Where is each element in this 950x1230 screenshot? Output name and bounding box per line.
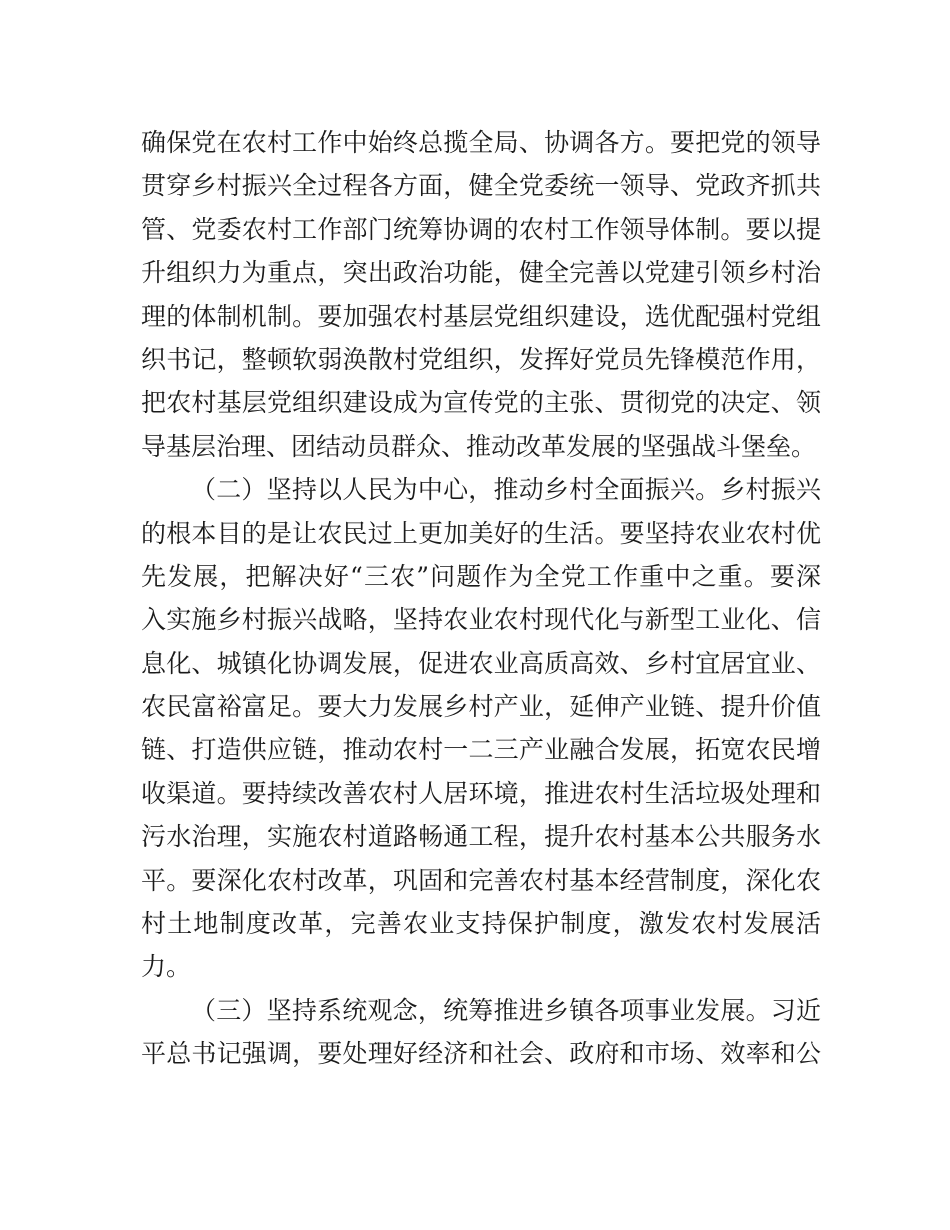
text-line: 管、党委农村工作部门统筹协调的农村工作领导体制。要以提	[141, 214, 821, 244]
text-line: 织书记，整顿软弱涣散村党组织，发挥好党员先锋模范作用，	[141, 344, 821, 374]
text-line: 入实施乡村振兴战略，坚持农业农村现代化与新型工业化、信	[141, 605, 821, 635]
text-line: 力。	[141, 952, 192, 982]
text-line: 链、打造供应链，推动农村一二三产业融合发展，拓宽农民增	[141, 735, 821, 765]
text-line: 理的体制机制。要加强农村基层党组织建设，选优配强村党组	[141, 301, 821, 331]
paragraph-party-leadership	[141, 121, 821, 468]
text-line: 息化、城镇化协调发展，促进农业高质高效、乡村宜居宜业、	[141, 648, 821, 678]
text-line: 平总书记强调，要处理好经济和社会、政府和市场、效率和公	[141, 1039, 821, 1069]
text-line: 贯穿乡村振兴全过程各方面，健全党委统一领导、党政齐抓共	[141, 171, 821, 201]
text-line: 收渠道。要持续改善农村人居环境，推进农村生活垃圾处理和	[141, 778, 821, 808]
section-heading-line: （二）坚持以人民为中心，推动乡村全面振兴。乡村振兴	[191, 475, 821, 505]
paragraph-people-centered	[141, 468, 821, 989]
document-body	[141, 121, 821, 1076]
text-line: 平。要深化农村改革，巩固和完善农村基本经营制度，深化农	[141, 865, 821, 895]
text-line: 把农村基层党组织建设成为宣传党的主张、贯彻党的决定、领	[141, 388, 821, 418]
text-line: 村土地制度改革，完善农业支持保护制度，激发农村发展活	[141, 909, 821, 939]
text-line: 农民富裕富足。要大力发展乡村产业，延伸产业链、提升价值	[141, 692, 821, 722]
text-line: 确保党在农村工作中始终总揽全局、协调各方。要把党的领导	[141, 128, 821, 157]
text-line: 升组织力为重点，突出政治功能，健全完善以党建引领乡村治	[141, 258, 821, 288]
paragraph-systems-view	[141, 989, 821, 1076]
text-line: 先发展，把解决好“三农”问题作为全党工作重中之重。要深	[141, 561, 821, 591]
section-heading-line: （三）坚持系统观念，统筹推进乡镇各项事业发展。习近	[191, 995, 821, 1025]
text-line: 导基层治理、团结动员群众、推动改革发展的坚强战斗堡垒。	[141, 431, 817, 461]
text-line: 的根本目的是让农民过上更加美好的生活。要坚持农业农村优	[141, 518, 821, 548]
text-line: 污水治理，实施农村道路畅通工程，提升农村基本公共服务水	[141, 822, 821, 852]
